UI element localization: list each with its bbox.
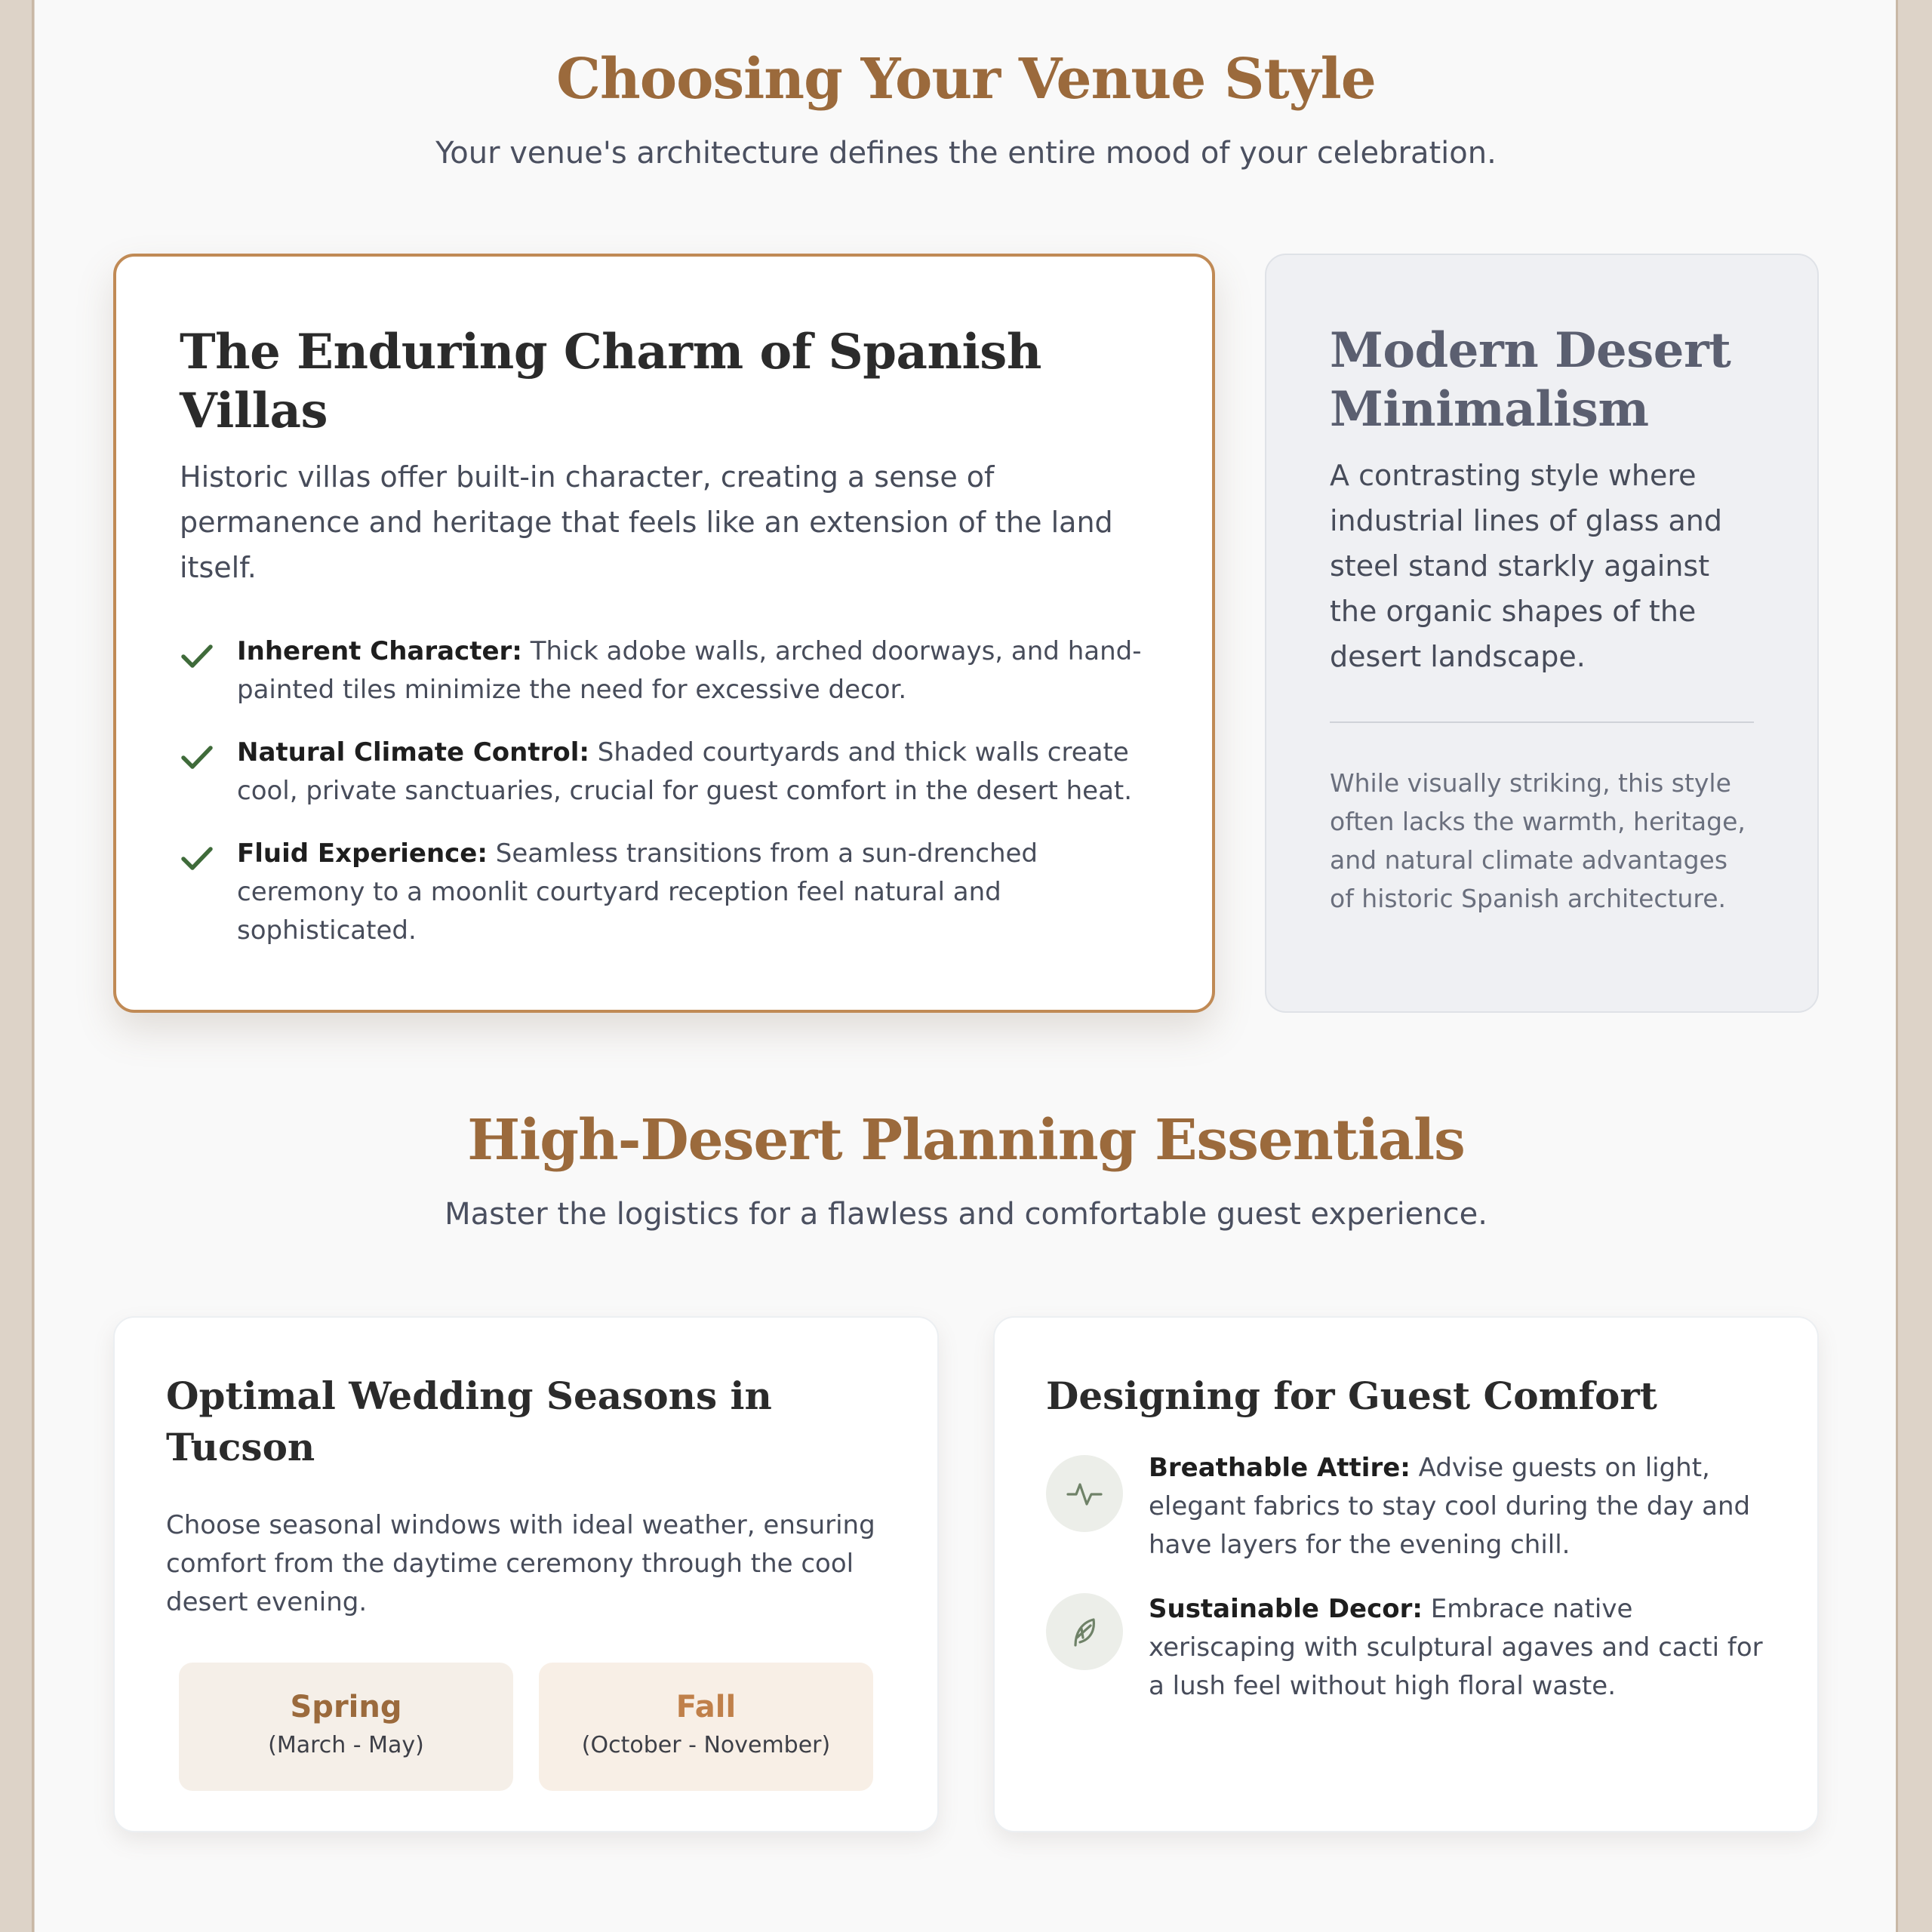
comfort-card-title: Designing for Guest Comfort: [1046, 1374, 1657, 1418]
season-name: Fall: [675, 1690, 737, 1724]
feature-label: Inherent Character:: [237, 636, 522, 667]
seasons-card-text: Choose seasonal windows with ideal weather, ensuring comfort from the daytime ceremony through the cool desert evening.: [166, 1510, 875, 1617]
venue-section-subtitle: Your venue's architecture defines the entire mood of your celebration.: [435, 136, 1497, 171]
season-fall: [539, 1663, 873, 1791]
activity-pulse-icon: [1046, 1455, 1123, 1532]
planning-section-subtitle: Master the logistics for a flawless and comfortable guest experience.: [445, 1197, 1487, 1232]
modern-card-note: While visually striking, this style often lacks the warmth, heritage, and natural climate advantages of historic Spanish architecture.: [1330, 768, 1746, 914]
guest-comfort-card: [993, 1316, 1819, 1832]
seasons-card-title: Optimal Wedding Seasons in Tucson: [166, 1374, 772, 1469]
feature-text: Seamless transitions from a sun-drenched ceremony to a moonlit courtyard reception feel natural and sophisticated.: [237, 838, 1038, 946]
leaf-icon: [1046, 1593, 1123, 1670]
comfort-text: Embrace native xeriscaping with sculptural agaves and cacti for a lush feel without high floral waste.: [1149, 1594, 1763, 1701]
planning-section-title: High-Desert Planning Essentials: [467, 1108, 1465, 1173]
comfort-text: Advise guests on light, elegant fabrics to stay cool during the day and have layers for the evening chill.: [1149, 1453, 1751, 1560]
comfort-item: [1046, 1590, 1766, 1706]
wedding-seasons-card: [113, 1316, 939, 1832]
feature-label: Natural Climate Control:: [237, 737, 589, 768]
check-icon: [180, 744, 214, 771]
modern-card-title: Modern Desert Minimalism: [1330, 322, 1731, 438]
villa-feature-list: [180, 632, 1149, 950]
modern-card-intro: A contrasting style where industrial lines of glass and steel stand starkly against the organic shapes of the desert landscape.: [1330, 459, 1722, 674]
right-frame-border: [1896, 0, 1898, 1932]
season-options: [179, 1663, 873, 1791]
feature-text: Thick adobe walls, arched doorways, and hand-painted tiles minimize the need for excessive decor.: [237, 636, 1142, 706]
page: [35, 0, 1897, 1932]
villa-feature-item: [180, 835, 1149, 950]
comfort-label: Sustainable Decor:: [1149, 1594, 1423, 1624]
feature-label: Fluid Experience:: [237, 838, 488, 869]
venue-section-title: Choosing Your Venue Style: [556, 47, 1376, 112]
feature-text: Shaded courtyards and thick walls create cool, private sanctuaries, crucial for guest comfort in the desert heat.: [237, 737, 1133, 807]
spanish-villa-card: [113, 254, 1215, 1013]
villa-feature-item: [180, 632, 1149, 709]
modern-card-divider: [1330, 721, 1754, 723]
modern-desert-card: [1265, 254, 1819, 1013]
villa-card-intro: Historic villas offer built-in character, creating a sense of permanence and heritage that feels like an extension of the land itself.: [180, 460, 1113, 585]
check-icon: [180, 845, 214, 872]
villa-feature-item: [180, 734, 1149, 811]
season-spring: [179, 1663, 513, 1791]
season-range: (March - May): [268, 1732, 424, 1758]
season-range: (October - November): [581, 1732, 831, 1758]
comfort-item: [1046, 1449, 1766, 1564]
comfort-list: [1046, 1449, 1766, 1706]
left-frame-border: [32, 0, 34, 1932]
comfort-label: Breathable Attire:: [1149, 1453, 1411, 1483]
season-name: Spring: [290, 1690, 402, 1724]
check-icon: [180, 643, 214, 670]
villa-card-title: The Enduring Charm of Spanish Villas: [180, 324, 1041, 440]
